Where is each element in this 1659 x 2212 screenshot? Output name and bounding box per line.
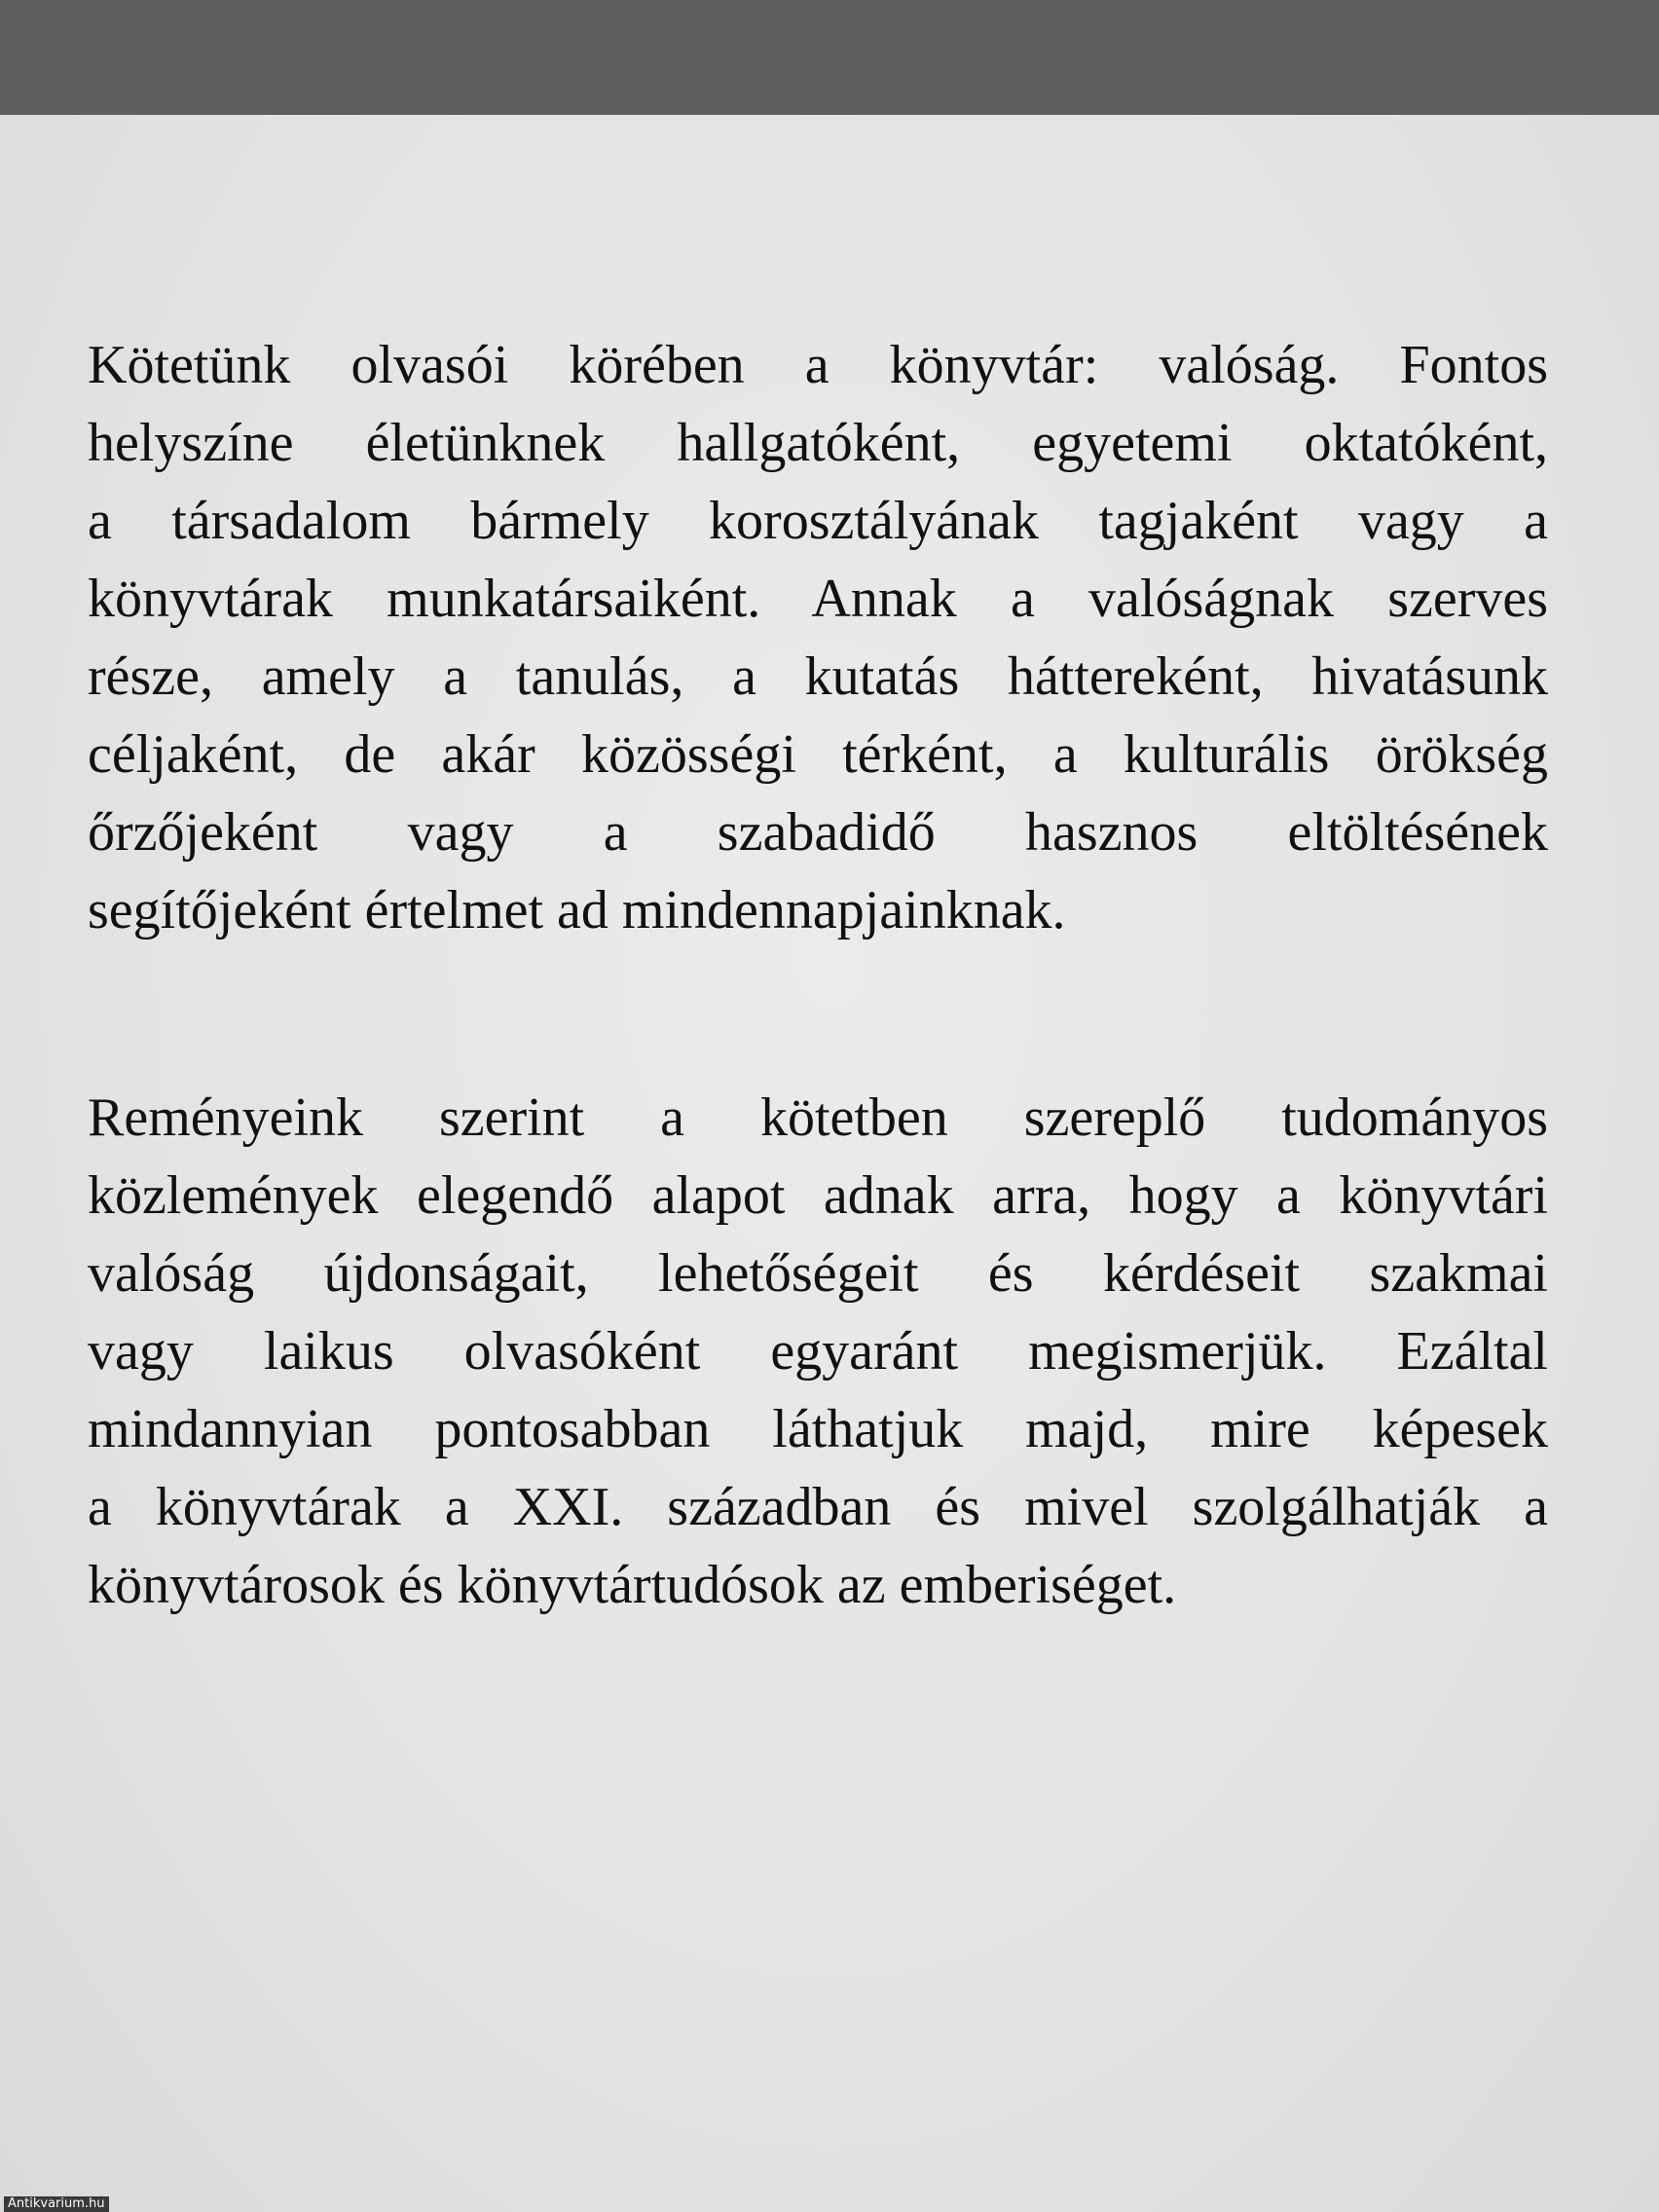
text-line: része, amely a tanulás, a kutatás háttereként, hivatásunk <box>88 646 1548 707</box>
text-line: helyszíne életünknek hallgatóként, egyetemi oktatóként, <box>88 413 1548 473</box>
text-line: könyvtárak munkatársaiként. Annak a valóságnak szerves <box>88 569 1548 629</box>
text-line: mindannyian pontosabban láthatjuk majd, mire képesek <box>88 1399 1548 1459</box>
source-watermark: Antikvarium.hu <box>4 2196 109 2212</box>
text-line: Reményeink szerint a kötetben szereplő tudományos <box>88 1088 1548 1148</box>
text-line: őrzőjeként vagy a szabadidő hasznos eltöltésének <box>88 802 1548 863</box>
paragraph-2 <box>88 1079 1548 1624</box>
text-line: valóság újdonságait, lehetőségeit és kérdéseit szakmai <box>88 1243 1548 1304</box>
text-line: könyvtárosok és könyvtártudósok az emberiséget. <box>88 1555 1177 1615</box>
text-line: segítőjeként értelmet ad mindennapjainknak. <box>88 880 1066 940</box>
text-line: a társadalom bármely korosztályának tagjaként vagy a <box>88 491 1548 551</box>
text-line: közlemények elegendő alapot adnak arra, hogy a könyvtári <box>88 1165 1548 1226</box>
text-line: Kötetünk olvasói körében a könyvtár: valóság. Fontos <box>88 335 1548 395</box>
text-line: a könyvtárak a XXI. században és mivel szolgálhatják a <box>88 1477 1548 1537</box>
text-line: vagy laikus olvasóként egyaránt megismerjük. Ezáltal <box>88 1321 1548 1382</box>
text-line: céljaként, de akár közösségi térként, a kulturális örökség <box>88 724 1548 785</box>
top-dark-band <box>0 0 1659 115</box>
paragraph-1 <box>88 326 1548 949</box>
